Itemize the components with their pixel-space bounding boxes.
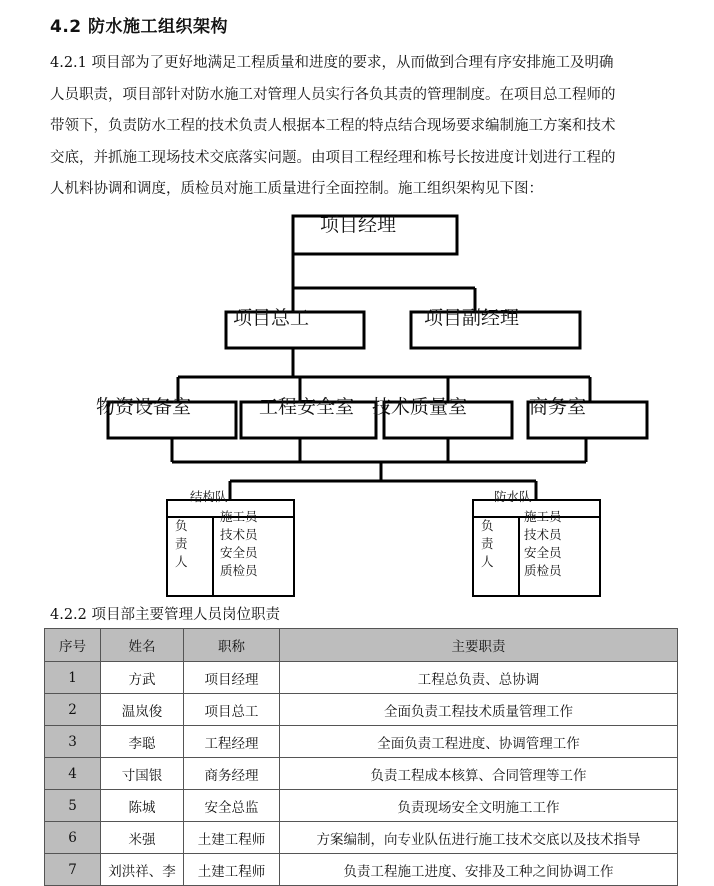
team-staff-waterproof: 施工员 技术员 安全员 质检员 bbox=[524, 509, 562, 578]
section-heading: 4.2 防水施工组织架构 bbox=[50, 17, 229, 37]
table-row: 3 李聪 工程经理 全面负责工程进度、协调管理工作 bbox=[45, 726, 678, 758]
table-row: 1 方武 项目经理 工程总负责、总协调 bbox=[45, 662, 678, 694]
table-row: 6 米强 土建工程师 方案编制，向专业队伍进行施工技术交底以及技术指导 bbox=[45, 822, 678, 854]
paragraph-line: 人机料协调和调度，质检员对施工质量进行全面控制。施工组织架构见下图： bbox=[50, 181, 543, 197]
header-title: 职称 bbox=[184, 629, 280, 662]
team-lead-structure: 负 责 人 bbox=[175, 518, 188, 569]
table-row: 2 温岚俊 项目总工 全面负责工程技术质量管理工作 bbox=[45, 694, 678, 726]
label-project-manager: 项目经理 bbox=[320, 214, 397, 236]
team-name-waterproof: 防水队 bbox=[494, 489, 532, 504]
paragraph-line: 人员职责，项目部针对防水施工对管理人员实行各负其责的管理制度。在项目总工程师的 bbox=[50, 86, 616, 103]
subsection-title: 4.2.2 项目部主要管理人员岗位职责 bbox=[50, 607, 281, 623]
responsibility-table bbox=[44, 628, 678, 886]
label-deputy-manager: 项目副经理 bbox=[424, 307, 520, 329]
label-materials-dept: 物资设备室 bbox=[96, 396, 192, 418]
paragraph-line: 带领下，负责防水工程的技术负责人根据本工程的特点结合现场要求编制施工方案和技术 bbox=[50, 118, 616, 134]
label-safety-dept: 工程安全室 bbox=[259, 396, 355, 418]
table-row: 7 刘洪祥、李 土建工程师 负责工程施工进度、安排及工种之间协调工作 bbox=[45, 854, 678, 886]
paragraph-line: 4.2.1 项目部为了更好地满足工程质量和进度的要求，从而做到合理有序安排施工及明确 bbox=[50, 55, 614, 71]
table-header-row bbox=[45, 629, 678, 662]
table-row: 4 寸国银 商务经理 负责工程成本核算、合同管理等工作 bbox=[45, 758, 678, 790]
header-duty: 主要职责 bbox=[280, 629, 678, 662]
table-row: 5 陈城 安全总监 负责现场安全文明施工工作 bbox=[45, 790, 678, 822]
header-name: 姓名 bbox=[101, 629, 184, 662]
header-no: 序号 bbox=[45, 629, 101, 662]
label-chief-engineer: 项目总工 bbox=[233, 307, 310, 329]
team-staff-structure: 施工员 技术员 安全员 质检员 bbox=[220, 509, 258, 578]
label-quality-dept: 技术质量室 bbox=[372, 396, 468, 418]
paragraph-line: 交底，并抓施工现场技术交底落实问题。由项目工程经理和栋号长按进度计划进行工程的 bbox=[50, 149, 616, 166]
label-business-dept: 商务室 bbox=[529, 396, 587, 418]
team-lead-waterproof: 负 责 人 bbox=[481, 518, 494, 569]
team-name-structure: 结构队 bbox=[190, 489, 228, 504]
